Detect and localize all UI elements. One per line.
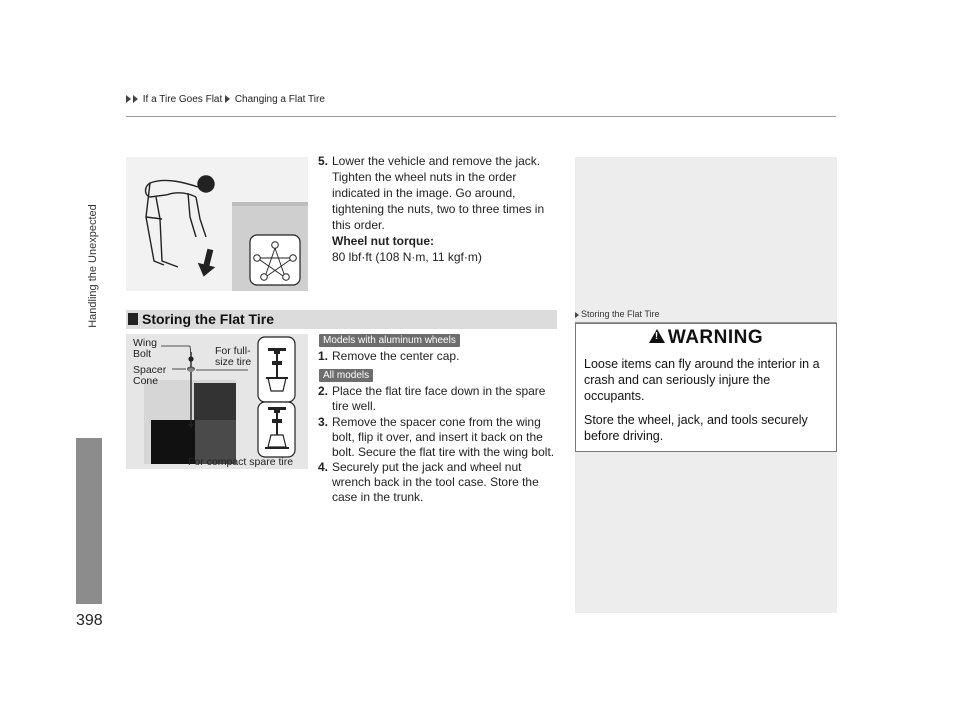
chapter-label-text: Handling the Unexpected [87, 204, 99, 328]
page-number: 398 [76, 612, 103, 629]
header-rule [126, 116, 836, 117]
note-title [575, 309, 837, 319]
torque-value: 80 lbf·ft (108 N·m, 11 kgf·m) [332, 250, 482, 264]
breadcrumb-arrow-icon [126, 95, 131, 103]
compact-tire-label: For compact spare tire [188, 456, 294, 468]
step-number: 1. [318, 349, 329, 363]
warning-text: Store the wheel, jack, and tools securely before driving. [584, 413, 808, 443]
lug-nut-pattern-icon [250, 235, 300, 285]
warning-box [575, 323, 837, 452]
section-heading [126, 310, 557, 329]
step-4 [318, 460, 563, 505]
step-text: Securely put the jack and wheel nut wrench back in the tool case. Store the case in the trunk. [332, 460, 539, 504]
wing-bolt-label: Wing Bolt [133, 337, 157, 360]
compact-tire-insert-icon [258, 402, 295, 457]
chapter-label [86, 96, 100, 436]
section-title: Storing the Flat Tire [142, 311, 274, 327]
full-size-tire-insert-icon [258, 337, 295, 402]
step-text: Lower the vehicle and remove the jack. Tighten the wheel nuts in the order indicated in the image. Go around, tightening the nuts, two to three times in this order. [332, 154, 545, 232]
step-text: Remove the center cap. [332, 349, 460, 363]
step-text: Remove the spacer cone from the wing bolt, flip it over, and insert it back on the bolt. Secure the flat tire with the wing bolt. [332, 415, 555, 459]
note-title-text: Storing the Flat Tire [581, 309, 660, 319]
lower-vehicle-illustration [126, 157, 308, 291]
step-1 [318, 349, 563, 364]
breadcrumb-arrow-icon [133, 95, 138, 103]
spare-tire-storage-illustration [126, 334, 308, 469]
lower-vehicle-svg [126, 157, 308, 291]
full-size-tire-label: For full- size tire [215, 345, 252, 368]
torque-label: Wheel nut torque: [332, 234, 434, 248]
breadcrumb-item[interactable]: If a Tire Goes Flat [142, 94, 223, 105]
step-2 [318, 384, 563, 414]
model-badge-aluminum: Models with aluminum wheels [319, 334, 460, 347]
step-text: Place the flat tire face down in the spare tire well. [332, 384, 546, 413]
breadcrumb [126, 94, 325, 105]
spacer-cone-label: Spacer Cone [133, 364, 167, 387]
step-5 [318, 153, 563, 265]
step-number: 5. [318, 154, 329, 168]
step-number: 3. [318, 415, 329, 429]
breadcrumb-arrow-icon [225, 95, 230, 103]
step-number: 4. [318, 460, 329, 474]
breadcrumb-item[interactable]: Changing a Flat Tire [234, 94, 325, 105]
warning-triangle-icon [649, 329, 665, 343]
warning-header [576, 327, 836, 349]
step-number: 2. [318, 384, 329, 398]
note-arrow-icon [575, 312, 579, 318]
heading-square-icon [128, 313, 138, 325]
model-badge-all: All models [319, 369, 373, 382]
step-3 [318, 415, 563, 460]
chapter-tab[interactable] [76, 438, 102, 604]
warning-label: WARNING [667, 327, 764, 348]
warning-text: Loose items can fly around the interior in a crash and can seriously injure the occupants. [584, 357, 820, 403]
